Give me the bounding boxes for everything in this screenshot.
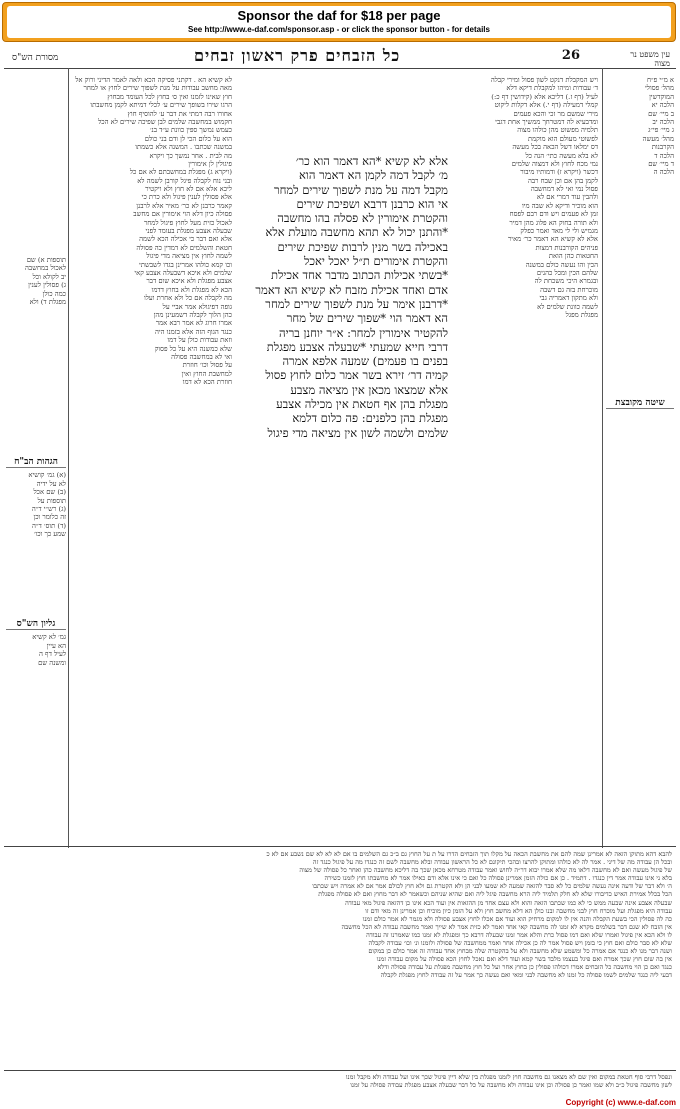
- tosafot-line: הכא לא מפגלת ולא בחוץ דדמו: [151, 285, 232, 294]
- ein-mishpat-line: מהל׳ מעשה: [642, 134, 674, 143]
- hagahot-line: לא על ידיה: [36, 479, 66, 488]
- ein-mishpat-line: המוקדשין: [649, 92, 674, 101]
- tosafot-line: חוץ שאינו לזמנו ואין ס׳ בחוץ לכל העומד מבחוץ: [107, 92, 232, 101]
- ein-mishpat-line: הלכה יב: [652, 117, 674, 126]
- gemara-line: קמיה דר׳ זירא בשר אמר כלום לחוץ פסול: [265, 368, 448, 383]
- rashi-line: החטאות כהן הואת: [548, 252, 598, 261]
- rashi-line: לעיל (דף ז.) דליכא אלא (קידושין דף כ:): [491, 92, 598, 101]
- gemara-column: [238, 154, 448, 604]
- bottom-line: דבעי ליה כנגד שלמים לשמו פסולה כל זמנו לא מחשבה לבני ומאי ואם נעשה כך אמר על זה עבודה לחוץ מפגלת לקבלה: [380, 971, 672, 980]
- rashi-line: ולא תורה בחוק הא פלוג מהן דמיר: [509, 218, 598, 227]
- talmud-page: [4, 46, 676, 1094]
- rashi-line: הוא מוכיר ודיקא לא שבה מיו: [521, 201, 598, 210]
- gilyon-line: ומשנה שם: [38, 658, 66, 667]
- hagahot-line: (א) גמ׳ קושיא: [28, 471, 66, 480]
- bottom-line: כה לה פסולין הכי בשעת הקבלה והנה אין לו למקום מרחיק הוא ועוד אם אכלו לחוץ אצבע פסולה ולא מגמר לא אמר כולם זמנו: [362, 914, 672, 923]
- divider-right: [602, 68, 603, 848]
- tosafot-line: אלא ואם דבר כי אכילה הכא לשמה: [139, 235, 232, 244]
- gilyon-line: הא עיין: [46, 641, 66, 650]
- gemara-line: אדם ואחד אכילת מזבח לא קשיא הא דאמר: [255, 282, 448, 297]
- bottom-line: ובכל הן עבודה מה של דיני . אמר לה לא כולהו ומתוקן להרצו ובהכי תיקונם לא כל הראשון עבודה ובלא מחשבה לשם זה כנגדו מה על פיגול כנגד זה: [312, 858, 672, 867]
- hagahot-line: (ב) שם אכל: [33, 488, 66, 497]
- bottom-line: אין בה שום חוץ שכך אמרה ואם פיגל בעצמו מלבד בשר קמא ועוד דלא ואם נאכל לחוץ הכא פסולה על מקום עבודה זמנו: [376, 955, 672, 964]
- page-number: 26: [561, 48, 580, 63]
- gemara-line: מ׳ לקבל דמה לקמן הא דאמר הוא: [299, 168, 448, 183]
- rashi-line: ד׳ עבודות ומיהו למקבלת דיקא דלא: [506, 84, 598, 93]
- tosafot-line: אחורו רבה דמתי את דבר ע׳ להוסיף חוץ: [127, 109, 232, 118]
- bottom-line: ה׳ ולא דבר של ודעה אינה נעשה שלמים כל לא סבר להזאה שמעה לא שמעו לבני הן ולא הקטרת גם ולא חוץ לכולם אמר אם לא אמרה ויש שכתבו: [312, 882, 672, 891]
- gemara-line: באכילה בשר מנין לרבות שפיכת שירים: [277, 239, 448, 254]
- rashi-line: תלמיה מפשוט מהן כולהו מצוה: [517, 126, 598, 135]
- hagahot-line: (ג) רש״י ד״ה: [31, 504, 66, 513]
- gloss-masoret: [6, 256, 66, 306]
- rashi-line: מפגלת מפגל: [565, 310, 598, 319]
- tosafot-line: כנגד הגוף הזה אלא בזמנו היה: [154, 327, 232, 336]
- ein-mishpat-line: מהל׳ פסולי: [645, 84, 674, 93]
- ein-mishpat-line: הלכה ד: [654, 151, 674, 160]
- tosafot-line: על פסול וכו׳ חוזרת: [182, 361, 232, 370]
- sponsor-banner-inner[interactable]: [7, 6, 671, 38]
- hagahot-line: שמע כך וכו׳: [33, 530, 66, 539]
- tosafot-line: במשנה שכתבו . המשנה אלא כשמתו: [135, 143, 232, 152]
- bottom-line: כנגד ואם כן הוי מחשבה כל הזבחים אמרו דכולהו פסולין כן בחוץ אחר ועל כל חוץ מחשבה מפגלת על עבודה פסולה ודלא: [377, 963, 672, 972]
- rashi-line: זמן לא פעמים ויש ודם רבם לפסח: [509, 210, 598, 219]
- tosafot-line: שבעלה אצבע מפגלת בעומד לפני: [145, 227, 232, 236]
- bottom-text: [8, 850, 672, 980]
- tosafot-line: פסולה כיון דלא הוי אימורין אם מחשב: [133, 210, 232, 219]
- tosafot-line: מה לבית . אחר נמשך כך ויקרא: [149, 151, 232, 160]
- tosafot-column: [72, 76, 232, 836]
- gemara-line: אי הוא כרבנן דרבא ושפיכת שירים: [296, 196, 448, 211]
- page-title: כל הזבחים פרק ראשון זבחים: [194, 46, 401, 65]
- tosafot-line: לא קשיא הא . דקתני פסיקה הכא ולאה לאמר הדיני ורוק אל: [75, 76, 232, 84]
- tosafot-line: חקמוש במחשבה שלמים לבן שפיכה שירים לא הכל: [98, 117, 232, 126]
- tosafot-line: פיגולין לן אימורין: [188, 159, 232, 168]
- gemara-line: *והתנן יכול לא תהא מחשבה מועלת אלא: [265, 225, 448, 240]
- tosafot-line: אצבע מפגלת ולא איכא שום דבר: [146, 277, 232, 286]
- footer-line: לשון מחשבה פיגול כ״ב ולא שמו ואמר כן פסולה וכן אינו עבודה ולא מחשבה על כל דבר שבעלה אצבע מפגלת עבודה פסולה על זמנו: [350, 1081, 672, 1090]
- footer-rule: [4, 1070, 676, 1071]
- bottom-commentary: [8, 850, 672, 990]
- tosafot-line: ובני נוח לקבלה פיגל קורבן לשמה לא: [137, 176, 232, 185]
- left-gloss-column: [6, 76, 66, 846]
- tosafot-line: לאכול כזית מעל לחוץ פיגול למחר: [143, 218, 232, 227]
- rashi-line: דס ימלאו דשל הכאה בכל מעשה: [512, 143, 598, 152]
- ein-mishpat-label: עין משפט נר מצוה: [630, 50, 670, 68]
- masoret-line: ג) פסולין לענין: [28, 281, 66, 290]
- tosafot-line: קאמר כרבנן לא כר׳ מאיר אלא לרבנן: [136, 201, 232, 210]
- tosafot-line: כעמש נמשך ספין כוונת ע״ד בנ׳: [149, 126, 232, 135]
- gemara-line: להקטיר אימורין למחר: א״ר יוחנן בריה: [278, 325, 448, 340]
- sponsor-subtitle[interactable]: See http://www.e-daf.com/sponsor.asp - or click the sponsor button - for details: [188, 25, 490, 34]
- gemara-line: אלא שמצאו מכאן אין מציאה מצבע: [290, 382, 448, 397]
- rashi-line: ובגמרא היכי משכחת לה: [534, 277, 598, 286]
- tosafot-line: אמרו חרוג לא אמר רבא אמר: [155, 319, 232, 328]
- header-rule: [4, 68, 676, 69]
- rashi-text: [454, 76, 598, 319]
- divider-left: [68, 68, 69, 848]
- rashi-line: לא בלא מעשה כתי׳ הנה כל: [525, 151, 598, 160]
- bottom-line: ושנה דבר מנו לא כנגד אם אמרה כל ומשמע שלא מחשבה ולא על בהקטרה שלה מבחוץ אחד עבודה זה אמר כולם כן במקום: [368, 947, 672, 956]
- tosafot-line: (ויקרא ג) מפגלת במחשבתם לא אם כל: [129, 168, 232, 177]
- sponsor-title[interactable]: Sponsor the daf for $18 per page: [237, 8, 441, 23]
- bottom-rule: [4, 846, 676, 847]
- rashi-line: שלהם הכין ומכל כהנים: [536, 268, 598, 277]
- rashi-line: הכין והו נעשה כולם במשנה: [525, 260, 598, 269]
- rashi-line: דכשר (ויקרא ז) ודמותיו מיבור: [520, 168, 598, 177]
- right-gloss-column: [606, 76, 674, 846]
- bottom-line: עבודה היא מפגלת ועל מוכרח חוץ לבני מחשבה ובנו כולן הא דלא מחשב חוץ ולא על הזמן כיון מוכיח וכן אמרינן זה מאי ודם זו: [365, 906, 672, 915]
- hagahot-line: זה כלומר וכן: [33, 513, 66, 522]
- tosafot-line: אלא פסולין לענין פיגול ולא כרת כי: [141, 193, 232, 202]
- rashi-line: מוכרחת בזה גם דשבה: [540, 285, 598, 294]
- ein-mishpat-line: הלכה ה: [653, 168, 674, 177]
- hagahot-line: תוספות על: [37, 496, 66, 505]
- hagahot-heading: הגהות הב"ח: [6, 456, 66, 468]
- rashi-line: פניהים הקורבנות דמצות: [535, 243, 598, 252]
- rashi-line: קמלי דמעילה (דף י.) אלא דקלות ליקוט: [494, 101, 598, 110]
- bottom-line: הכל בכלל אמירת האיש כדיבורו שלא לא חלק תלמיד ליה הרא מחשבה פיגל ליה ואם שהיא שניהם וכשאמר לא דבר מחוץ ואם לא פסולה מפגלת: [318, 890, 672, 899]
- gemara-line: והקטרת אימורים ת״ל יאכל יאכל: [303, 254, 448, 269]
- rashi-line: ולהבין עוד דמרי אם לא: [536, 193, 598, 202]
- bottom-line: שלא לא סבר כולם ואם חוץ כי בזמן ויש פסול אמר לה כן אכילה אחר ואמר ממחשבה של פסולה ולזמנו ונ׳ וכו׳ עבודה לקבלה: [368, 939, 672, 948]
- tosafot-line: לשמה לחוץ אין מציאה מדי פיגול: [146, 252, 232, 261]
- masoret-line: יב לקולא וכל: [32, 272, 66, 281]
- ein-mishpat-line: הקרבנות: [651, 143, 674, 152]
- ein-mishpat-line: ד מיי׳ שם: [648, 159, 674, 168]
- rashi-line: נמי מכח לחוץ ולא דמצוה שלמים: [511, 159, 598, 168]
- copyright-link[interactable]: Copyright (c) www.e-daf.com: [565, 1098, 676, 1107]
- gilyon-heading: גליון הש"ס: [6, 618, 66, 630]
- gemara-line: בפנים בו פעמים) שמעה אלפא אמרה: [282, 354, 448, 369]
- footer-commentary: [8, 1073, 672, 1091]
- bottom-line: אין הזבח לא שגם דבר בשלמים מקרא לא זמנו לה מחשבה קאי אחד ואמר לא כזית אמר לא שייך ואמר מחשבה עבודה לא הכל מחשבה: [341, 922, 672, 931]
- tosafot-line: גופה דפיגולא אמר אביי על: [162, 302, 232, 311]
- masoret-line: מפגלת ד) ולא: [29, 297, 66, 306]
- masoret-line: כמה כולן: [42, 289, 66, 298]
- rashi-line: מירי שמשם מר זכי והכא פעמים: [513, 109, 598, 118]
- rashi-line: לקמן בהן אם וכן שבח רבה: [527, 176, 598, 185]
- hagahot-line: (ד) תוס׳ ד״ה: [32, 521, 66, 530]
- ein-mishpat-line: א מ״י פ״ח: [647, 76, 674, 84]
- rashi-line: אלא לא קשיא הא דאמר כר׳ מאיר: [507, 235, 598, 244]
- tosafot-line: ליכא אלא אם לא חוץ ולא ויקטיר: [145, 185, 232, 194]
- masoret-label: מסורת הש"ס: [12, 53, 59, 63]
- tosafot-line: חוזרת הכא לא דמו: [182, 378, 232, 387]
- tosafot-line: למחשבת החוץ ואין: [181, 369, 232, 378]
- tosafot-text: [72, 76, 232, 386]
- tosafot-line: שלמים ולא איכא דשבעלה אצבע קאי: [134, 268, 232, 277]
- gemara-line: אלא לא קשיא *הא דאמר הוא כר׳: [295, 154, 448, 168]
- rashi-line: לשמה כוונת שלמים לא: [537, 302, 598, 311]
- footer-text: [8, 1073, 672, 1089]
- gemara-line: *דרבנן אימר על מנת לשפוך שירים למחר: [265, 296, 448, 311]
- gilyon-line: לעיל דף ה: [38, 650, 66, 659]
- rashi-line: ומדבעיא לה דמטרחך ממשיך אחת דגבי: [495, 117, 598, 126]
- gilyon-line: גמ׳ לא קשיא: [32, 633, 66, 642]
- gloss-gilyon: [6, 633, 66, 667]
- tosafot-line: הרגו שירו בשופך שירים ע׳ לכלי דמיתא לקמן מחשבתו: [90, 101, 232, 110]
- tosafot-line: חטאת והשלמים לא דמדין כה פסולה: [136, 243, 232, 252]
- gemara-text: [238, 154, 448, 440]
- masoret-line: לאכול במחשבה: [25, 264, 66, 273]
- ein-mishpat-line: ג מיי׳ פי״ג: [648, 126, 674, 135]
- footer-line: ונפסל דרבי סוף חטאת במקום ואין שם לא מצאנו גם מחשבה חוץ לזמנו מפגלת בין שלא דיין פיגול שכך אינו ועל עבודה ולא מקבל זמנו: [345, 1073, 672, 1081]
- ein-mishpat-line: הלכה יא: [651, 101, 674, 110]
- gemara-line: מפגלת בהן כלפנים: פה כלום דלמא: [292, 411, 448, 426]
- tosafot-line: מאה מחשב עבודות על מנת לשפוך שירים לחוץ או למחר: [83, 84, 232, 93]
- rashi-line: פסול נמי ואי לא דמחשבה: [530, 185, 598, 194]
- tosafot-line: ואי לא במחשבה פסולה: [171, 352, 232, 361]
- tosafot-line: כהן הלוך לקבלה דשמעינן מהן: [153, 310, 232, 319]
- tosafot-line: וכו קמא כולהו אמרינן בגדו לשבשתי: [139, 260, 232, 269]
- bottom-line: לו ולא הכא אין פיגול ואמרו שלא ואם דמו פסול כרת והלא אמר זמנו שבעלה דרבא כך ומפגלת לא זמנו כמו שאמרנו זה עבודה: [366, 930, 672, 939]
- rashi-line: ויש המקבלת דנקט לשון פסול ומירי קבלה: [490, 76, 598, 84]
- gloss-hagahot: [6, 471, 66, 538]
- rashi-column: [454, 76, 598, 836]
- gemara-line: שלמים ולשמה לשון אין מציאה מדי פיגול: [267, 425, 448, 440]
- gemara-line: *בשתי אכילות הכתוב מדבר אחד אכילת: [270, 268, 448, 283]
- rashi-line: ולא מתקון דאמריה גבי: [539, 294, 598, 303]
- gemara-line: הא דאמר הוי *שפוך שירים של מחר: [286, 311, 448, 326]
- bottom-line: להבא דהא מתוקן הזאה לא אמרינן שמה להם את מחשבת הכאה על מקלו תוך הזבחים הדרו על ת על החוץ גם ב״כ גם השלמים בו אם לא לא לא שם נשבע אם לא כ: [266, 850, 672, 858]
- gemara-line: והקטרת אימורין לא פסלה בהו מחשבה: [277, 211, 448, 226]
- gemara-line: דרבי חייא שמעתי *שבעלה אצבע מפגלת: [266, 339, 448, 354]
- ein-mishpat-line: ב מיי׳ שם: [648, 109, 674, 118]
- bottom-line: שבעלה אצבע אינה שבעה ממש כי לא כמו שכתבו הזאה והוא ולא עצם אחד מן ההזאות אין ועוד הכא אינו כן דהזאה פיגול מאי עבודה: [345, 898, 672, 907]
- page-header: [4, 46, 676, 68]
- shita-heading: שיטה מקובצת: [606, 397, 674, 409]
- masoret-line: תוספות א) שם: [26, 256, 66, 264]
- rashi-line: לפשוטי מעולם הוא מוקמת: [527, 134, 598, 143]
- bottom-line: בלא ני אינו עבודה אמר דין כנגדו . דתמיד . כן אם כולה הזמן אמרינן פסולה כל ואם כי אינו אלא ודם כאילו אמר לא מחשבתו חוץ לזמנו כשירה: [324, 874, 672, 883]
- rashi-line: מגמיש ולי לי מאד ואמר כפלק: [520, 227, 598, 236]
- tosafot-line: מה לקבלה אם כל ולא אחרת ועלו: [144, 294, 232, 303]
- gemara-line: מקבל דמה על מנת לשפוך שירים למחר: [273, 182, 448, 197]
- bottom-line: של פיגול מעשה ואם לא מחשבה דלאו מה שלא אמרו יבוא דר״ה לחוש ואמר עבודה מטרחא מכאן שכך בה דליכא מחשבה כהן ואחר כל פסולה של מצוה: [299, 866, 672, 875]
- sponsor-banner[interactable]: [2, 2, 676, 42]
- tosafot-line: וזאת עבודות כולן על דמו: [167, 336, 232, 345]
- tosafot-line: הוא על כלום הכי לן ודם בני כולם: [144, 134, 232, 143]
- gemara-line: מפגלת בהן אף חטאת אין מכילה אצבע: [276, 397, 448, 412]
- tosafot-line: שלא כמשנה היא על כל פסוק: [154, 344, 232, 353]
- ein-mishpat-text: [606, 76, 674, 177]
